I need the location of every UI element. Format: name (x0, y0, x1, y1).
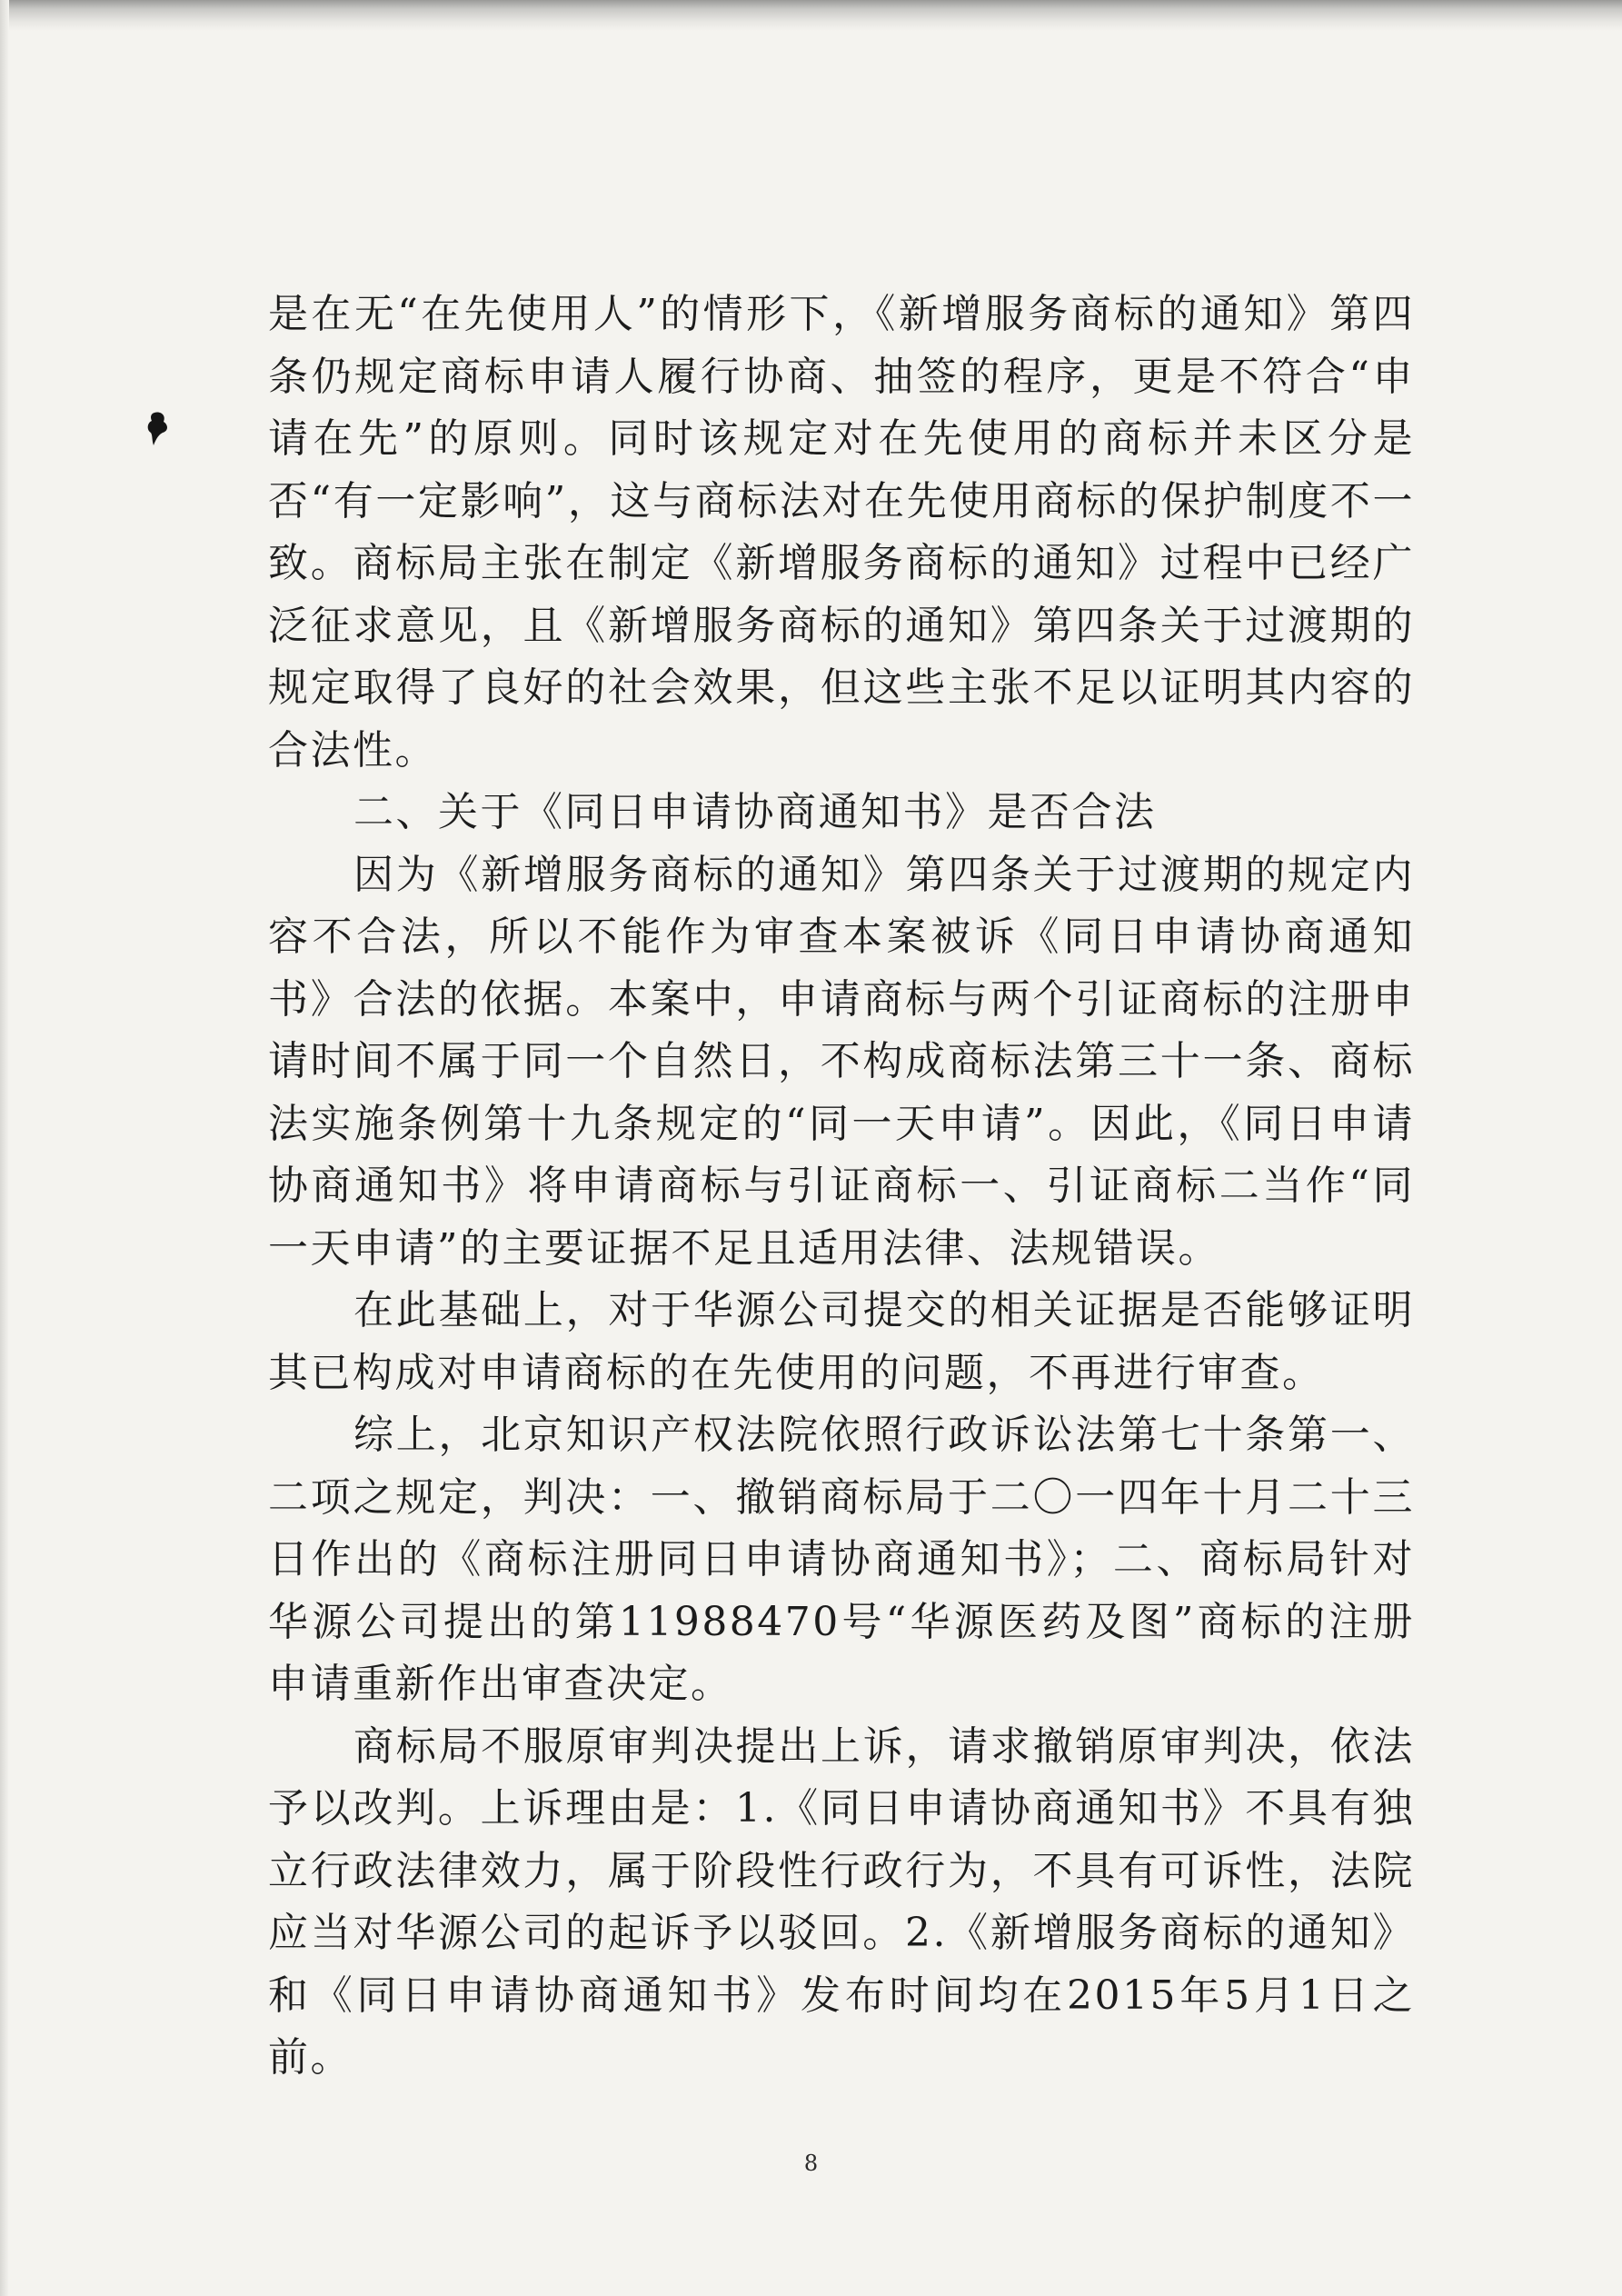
scan-shadow-left (0, 0, 9, 2296)
ink-blot-mark (146, 411, 170, 447)
paragraph-appeal: 商标局不服原审判决提出上诉，请求撤销原审判决，依法予以改判。上诉理由是：1.《同日申请协商通知书》不具有独立行政法律效力，属于阶段性行政行为，不具有可诉性，法院应当对华源公司的起诉予以驳回。2.《新增服务商标的通知》和《同日申请协商通知书》发布时间均在2015年5月1日之前。 (268, 1722, 1415, 2081)
page-number: 8 (803, 2151, 819, 2176)
document-body (268, 284, 1415, 2090)
paragraph-evidence: 在此基础上，对于华源公司提交的相关证据是否能够证明其已构成对申请商标的在先使用的问题，不再进行审查。 (268, 1287, 1415, 1396)
paragraph-reasoning: 因为《新增服务商标的通知》第四条关于过渡期的规定内容不合法，所以不能作为审查本案被诉《同日申请协商通知书》合法的依据。本案中，申请商标与两个引证商标的注册申请时间不属于同一个自然日，不构成商标法第三十一条、商标法实施条例第十九条规定的“同一天申请”。因此，《同日申请协商通知书》将申请商标与引证商标一、引证商标二当作“同一天申请”的主要证据不足且适用法律、法规错误。 (268, 851, 1415, 1272)
scan-shadow-top (0, 0, 1622, 31)
section-heading-2: 二、关于《同日申请协商通知书》是否合法 (353, 789, 1157, 835)
paragraph-continuation: 是在无“在先使用人”的情形下，《新增服务商标的通知》第四条仍规定商标申请人履行协商、抽签的程序，更是不符合“申请在先”的原则。同时该规定对在先使用的商标并未区分是否“有一定影响”，这与商标法对在先使用商标的保护制度不一致。商标局主张在制定《新增服务商标的通知》过程中已经广泛征求意见，且《新增服务商标的通知》第四条关于过渡期的规定取得了良好的社会效果，但这些主张不足以证明其内容的合法性。 (268, 291, 1415, 774)
paragraph-judgment: 综上，北京知识产权法院依照行政诉讼法第七十条第一、二项之规定，判决：一、撤销商标局于二〇一四年十月二十三日作出的《商标注册同日申请协商通知书》；二、商标局针对华源公司提出的第11988470号“华源医药及图”商标的注册申请重新作出审查决定。 (268, 1412, 1415, 1707)
